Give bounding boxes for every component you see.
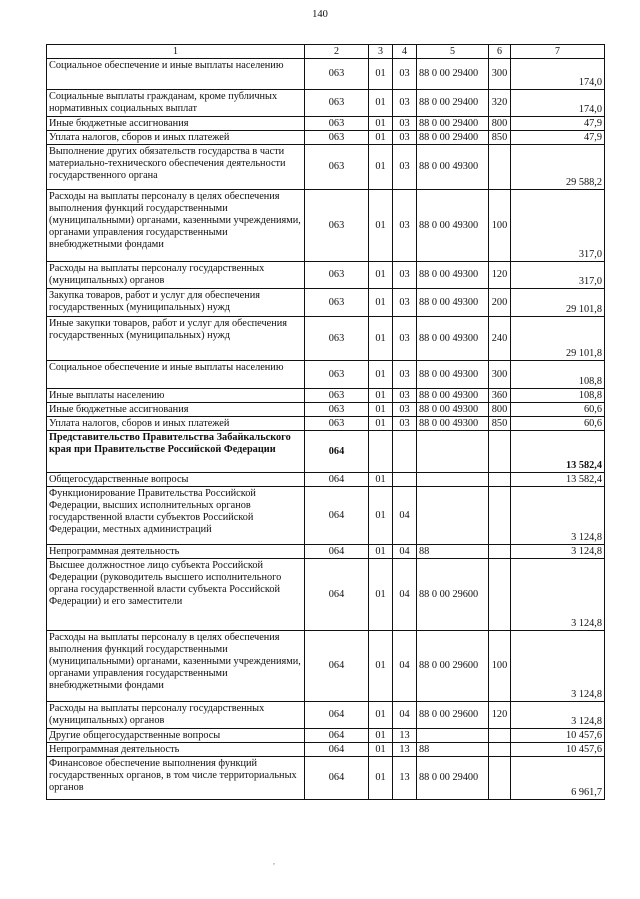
- subsection-code: 03: [393, 389, 417, 403]
- budget-table: [46, 44, 605, 800]
- subsection-code: 03: [393, 145, 417, 190]
- amount: 3 124,8: [511, 631, 605, 702]
- target-item-code: 88 0 00 49300: [417, 417, 489, 431]
- amount: 317,0: [511, 262, 605, 289]
- section-code: 01: [369, 702, 393, 729]
- table-row: [47, 190, 605, 262]
- section-code: 01: [369, 361, 393, 389]
- subsection-code: 13: [393, 729, 417, 743]
- subsection-code: 03: [393, 131, 417, 145]
- table-row: [47, 729, 605, 743]
- row-name: Расходы на выплаты персоналу государственных (муниципальных) органов: [47, 702, 305, 729]
- row-name: Закупка товаров, работ и услуг для обеспечения государственных (муниципальных) нужд: [47, 289, 305, 317]
- amount: 317,0: [511, 190, 605, 262]
- subsection-code: 03: [393, 289, 417, 317]
- subsection-code: 04: [393, 702, 417, 729]
- target-item-code: 88 0 00 49300: [417, 317, 489, 361]
- amount: 3 124,8: [511, 545, 605, 559]
- subsection-code: 03: [393, 361, 417, 389]
- expense-type-code: 200: [489, 289, 511, 317]
- section-code: 01: [369, 131, 393, 145]
- section-code: 01: [369, 729, 393, 743]
- target-item-code: 88 0 00 49300: [417, 262, 489, 289]
- grbs-code: 064: [305, 487, 369, 545]
- row-name: Социальное обеспечение и иные выплаты населению: [47, 59, 305, 90]
- target-item-code: 88 0 00 49300: [417, 190, 489, 262]
- expense-type-code: 100: [489, 631, 511, 702]
- target-item-code: 88 0 00 49300: [417, 145, 489, 190]
- expense-type-code: [489, 559, 511, 631]
- row-name: Расходы на выплаты персоналу государственных (муниципальных) органов: [47, 262, 305, 289]
- target-item-code: 88 0 00 29600: [417, 631, 489, 702]
- section-code: 01: [369, 473, 393, 487]
- column-number-row: [47, 45, 605, 59]
- subsection-code: [393, 473, 417, 487]
- expense-type-code: 800: [489, 117, 511, 131]
- amount: 29 101,8: [511, 317, 605, 361]
- row-name: Функционирование Правительства Российской Федерации, высших исполнительных органов государственной власти субъектов Российской Федерации, местных администраций: [47, 487, 305, 545]
- table-row: [47, 473, 605, 487]
- target-item-code: 88 0 00 49300: [417, 403, 489, 417]
- section-code: 01: [369, 559, 393, 631]
- target-item-code: 88 0 00 29400: [417, 131, 489, 145]
- grbs-code: 064: [305, 743, 369, 757]
- amount: 29 101,8: [511, 289, 605, 317]
- grbs-code: 063: [305, 403, 369, 417]
- target-item-code: 88 0 00 29400: [417, 117, 489, 131]
- row-name: Иные бюджетные ассигнования: [47, 403, 305, 417]
- grbs-code: 063: [305, 389, 369, 403]
- grbs-code: 064: [305, 702, 369, 729]
- amount: 60,6: [511, 403, 605, 417]
- amount: 47,9: [511, 117, 605, 131]
- grbs-code: 064: [305, 559, 369, 631]
- section-code: 01: [369, 631, 393, 702]
- subsection-code: 03: [393, 417, 417, 431]
- grbs-code: 064: [305, 431, 369, 473]
- row-name: Социальное обеспечение и иные выплаты населению: [47, 361, 305, 389]
- table-row: [47, 145, 605, 190]
- grbs-code: 063: [305, 117, 369, 131]
- subsection-code: 04: [393, 559, 417, 631]
- subsection-code: 03: [393, 190, 417, 262]
- amount: 10 457,6: [511, 729, 605, 743]
- column-number: 3: [369, 45, 393, 59]
- expense-type-code: [489, 487, 511, 545]
- column-number: 1: [47, 45, 305, 59]
- expense-type-code: 100: [489, 190, 511, 262]
- expense-type-code: 360: [489, 389, 511, 403]
- table-row: [47, 262, 605, 289]
- target-item-code: [417, 487, 489, 545]
- expense-type-code: 850: [489, 131, 511, 145]
- amount: 3 124,8: [511, 702, 605, 729]
- expense-type-code: 800: [489, 403, 511, 417]
- row-name: Финансовое обеспечение выполнения функций государственных органов, в том числе территориальных органов: [47, 757, 305, 800]
- subsection-code: 03: [393, 59, 417, 90]
- subsection-code: 04: [393, 631, 417, 702]
- section-code: 01: [369, 545, 393, 559]
- expense-type-code: [489, 431, 511, 473]
- grbs-code: 063: [305, 289, 369, 317]
- subsection-code: [393, 431, 417, 473]
- grbs-code: 064: [305, 473, 369, 487]
- row-name: Непрограммная деятельность: [47, 545, 305, 559]
- section-code: 01: [369, 262, 393, 289]
- expense-type-code: 120: [489, 702, 511, 729]
- grbs-code: 063: [305, 417, 369, 431]
- grbs-code: 063: [305, 59, 369, 90]
- section-code: 01: [369, 757, 393, 800]
- row-name: Непрограммная деятельность: [47, 743, 305, 757]
- amount: 13 582,4: [511, 473, 605, 487]
- grbs-code: 064: [305, 729, 369, 743]
- section-code: 01: [369, 90, 393, 117]
- target-item-code: [417, 473, 489, 487]
- subsection-code: 13: [393, 757, 417, 800]
- grbs-code: 064: [305, 545, 369, 559]
- amount: 3 124,8: [511, 487, 605, 545]
- target-item-code: 88 0 00 29600: [417, 559, 489, 631]
- row-name: Уплата налогов, сборов и иных платежей: [47, 131, 305, 145]
- column-number: 7: [511, 45, 605, 59]
- amount: 6 961,7: [511, 757, 605, 800]
- section-code: 01: [369, 417, 393, 431]
- expense-type-code: [489, 545, 511, 559]
- target-item-code: 88 0 00 49300: [417, 361, 489, 389]
- amount: 108,8: [511, 361, 605, 389]
- subsection-code: 03: [393, 317, 417, 361]
- expense-type-code: [489, 473, 511, 487]
- table-row: [47, 59, 605, 90]
- amount: 47,9: [511, 131, 605, 145]
- amount: 174,0: [511, 90, 605, 117]
- amount: 108,8: [511, 389, 605, 403]
- column-number: 4: [393, 45, 417, 59]
- table-row: [47, 361, 605, 389]
- table-row: [47, 417, 605, 431]
- column-number: 2: [305, 45, 369, 59]
- row-name: Иные выплаты населению: [47, 389, 305, 403]
- table-row: [47, 487, 605, 545]
- section-code: 01: [369, 145, 393, 190]
- subsection-code: 04: [393, 545, 417, 559]
- section-code: [369, 431, 393, 473]
- table-row: [47, 289, 605, 317]
- grbs-code: 064: [305, 757, 369, 800]
- section-code: 01: [369, 403, 393, 417]
- table-row: [47, 403, 605, 417]
- expense-type-code: 240: [489, 317, 511, 361]
- table-row: [47, 757, 605, 800]
- row-name: Иные бюджетные ассигнования: [47, 117, 305, 131]
- section-code: 01: [369, 289, 393, 317]
- footer-mark: ,: [273, 857, 275, 866]
- grbs-code: 063: [305, 262, 369, 289]
- target-item-code: 88 0 00 29400: [417, 757, 489, 800]
- row-name: Другие общегосударственные вопросы: [47, 729, 305, 743]
- section-code: 01: [369, 743, 393, 757]
- table-row: [47, 117, 605, 131]
- expense-type-code: 300: [489, 59, 511, 90]
- table-row: [47, 317, 605, 361]
- column-number: 5: [417, 45, 489, 59]
- section-code: 01: [369, 190, 393, 262]
- expense-type-code: [489, 145, 511, 190]
- row-name: Социальные выплаты гражданам, кроме публичных нормативных социальных выплат: [47, 90, 305, 117]
- row-name: Представительство Правительства Забайкальского края при Правительстве Российской Федерации: [47, 431, 305, 473]
- table-row: [47, 131, 605, 145]
- grbs-code: 063: [305, 190, 369, 262]
- column-number: 6: [489, 45, 511, 59]
- subsection-code: 03: [393, 262, 417, 289]
- subsection-code: 13: [393, 743, 417, 757]
- target-item-code: 88 0 00 49300: [417, 389, 489, 403]
- grbs-code: 063: [305, 131, 369, 145]
- row-name: Общегосударственные вопросы: [47, 473, 305, 487]
- expense-type-code: 850: [489, 417, 511, 431]
- section-code: 01: [369, 487, 393, 545]
- section-code: 01: [369, 317, 393, 361]
- grbs-code: 063: [305, 145, 369, 190]
- table-row: [47, 559, 605, 631]
- table-row: [47, 389, 605, 403]
- section-code: 01: [369, 389, 393, 403]
- table-row: [47, 743, 605, 757]
- table-row: [47, 90, 605, 117]
- amount: 60,6: [511, 417, 605, 431]
- section-code: 01: [369, 59, 393, 90]
- table-row: [47, 545, 605, 559]
- target-item-code: 88: [417, 743, 489, 757]
- grbs-code: 063: [305, 90, 369, 117]
- grbs-code: 064: [305, 631, 369, 702]
- grbs-code: 063: [305, 361, 369, 389]
- page-number: 140: [312, 9, 328, 20]
- target-item-code: [417, 729, 489, 743]
- target-item-code: 88 0 00 29600: [417, 702, 489, 729]
- target-item-code: 88: [417, 545, 489, 559]
- table-row: [47, 431, 605, 473]
- expense-type-code: [489, 757, 511, 800]
- target-item-code: 88 0 00 29400: [417, 90, 489, 117]
- amount: 13 582,4: [511, 431, 605, 473]
- section-code: 01: [369, 117, 393, 131]
- expense-type-code: 320: [489, 90, 511, 117]
- grbs-code: 063: [305, 317, 369, 361]
- amount: 174,0: [511, 59, 605, 90]
- subsection-code: 03: [393, 117, 417, 131]
- target-item-code: 88 0 00 49300: [417, 289, 489, 317]
- subsection-code: 03: [393, 90, 417, 117]
- row-name: Иные закупки товаров, работ и услуг для обеспечения государственных (муниципальных) нужд: [47, 317, 305, 361]
- row-name: Выполнение других обязательств государства в части материально-технического обеспечения деятельности государственного органа: [47, 145, 305, 190]
- expense-type-code: [489, 743, 511, 757]
- expense-type-code: 120: [489, 262, 511, 289]
- row-name: Расходы на выплаты персоналу в целях обеспечения выполнения функций государственными (муниципальными) органами, казенными учреждениями, органами управления государственными внебюджетными фондами: [47, 631, 305, 702]
- amount: 10 457,6: [511, 743, 605, 757]
- expense-type-code: [489, 729, 511, 743]
- target-item-code: [417, 431, 489, 473]
- table-row: [47, 702, 605, 729]
- subsection-code: 03: [393, 403, 417, 417]
- row-name: Расходы на выплаты персоналу в целях обеспечения выполнения функций государственными (муниципальными) органами, казенными учреждениями, органами управления государственными внебюджетными фондами: [47, 190, 305, 262]
- table-row: [47, 631, 605, 702]
- subsection-code: 04: [393, 487, 417, 545]
- expense-type-code: 300: [489, 361, 511, 389]
- target-item-code: 88 0 00 29400: [417, 59, 489, 90]
- row-name: Уплата налогов, сборов и иных платежей: [47, 417, 305, 431]
- row-name: Высшее должностное лицо субъекта Российской Федерации (руководитель высшего исполнительного органа государственной власти субъекта Российской Федерации) и его заместители: [47, 559, 305, 631]
- amount: 3 124,8: [511, 559, 605, 631]
- amount: 29 588,2: [511, 145, 605, 190]
